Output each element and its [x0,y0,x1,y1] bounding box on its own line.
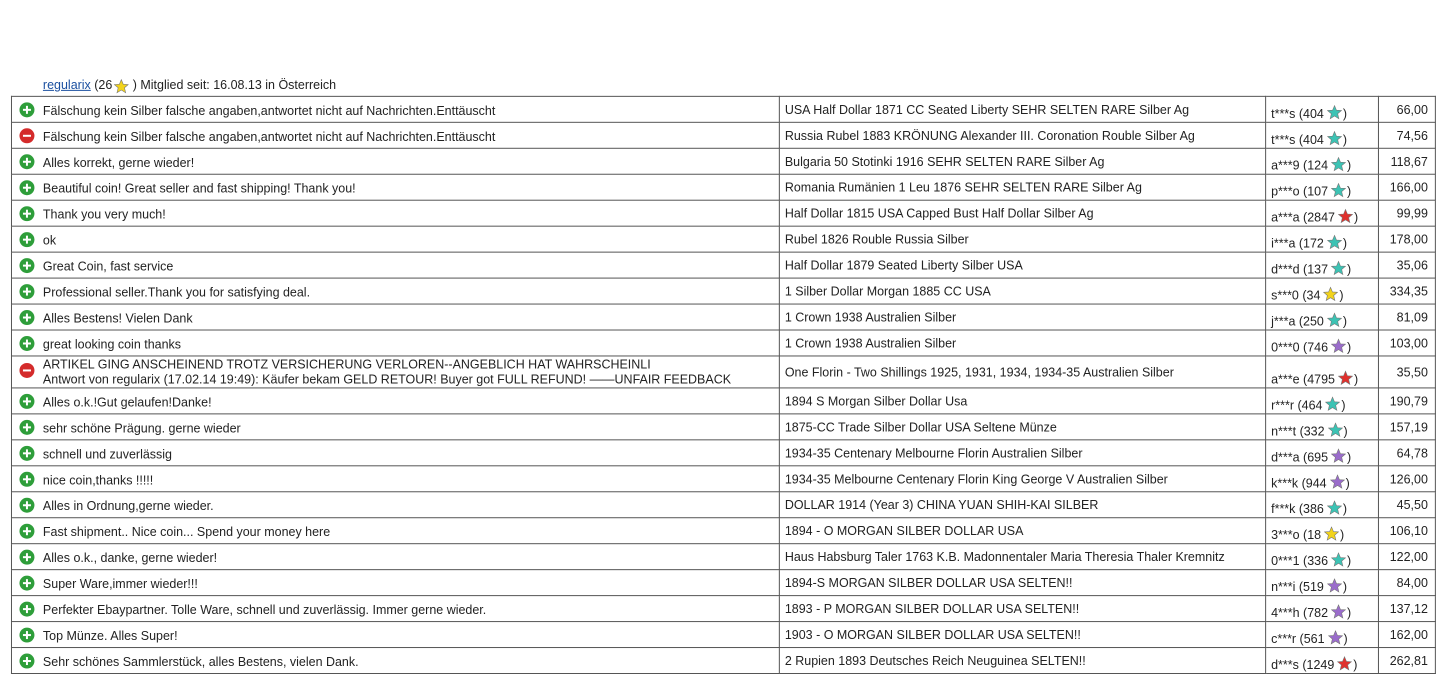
buyer-score: 695 [1307,450,1329,465]
item-title: 1934-35 Centenary Melbourne Florin Australien Silber [784,445,1083,460]
price-value: 157,19 [1389,419,1428,434]
buyer-cell: d***s (1249 ) [1266,648,1379,674]
positive-plus-icon [19,471,35,487]
comment-cell [11,278,779,304]
item-title: Haus Habsburg Taler 1763 K.B. Madonnentaler Maria Theresia Thaler Kremnitz [784,549,1225,564]
positive-plus-icon [19,153,35,169]
positive-plus-icon [19,335,35,351]
item-title: 1 Crown 1938 Australien Silber [784,336,957,350]
feedback-comment: ARTIKEL GING ANSCHEINEND TROTZ VERSICHERUNG VERLOREN--ANGEBLICH HAT WAHRSCHEINLI [42,356,651,371]
comment-cell [11,648,779,674]
buyer-name: a***a [1271,210,1300,225]
price-value: 74,56 [1396,128,1428,143]
price-cell [1378,148,1435,174]
table-row [11,278,1435,304]
buyer-name: 3***o [1271,528,1300,543]
positive-plus-icon [19,419,35,435]
item-cell [779,648,1265,674]
price-value: 66,00 [1396,102,1428,117]
item-cell [779,518,1265,544]
positive-plus-icon [19,445,35,461]
comment-cell [11,518,779,544]
negative-minus-icon [19,362,35,378]
table-row [11,122,1435,148]
feedback-comment: Alles korrekt, gerne wieder! [42,155,195,170]
table-row [11,414,1435,440]
price-value: 106,10 [1389,523,1428,538]
comment-cell [11,596,779,622]
buyer-score: 332 [1303,424,1325,439]
buyer-score: 124 [1307,158,1329,173]
positive-plus-icon [19,523,35,539]
item-cell [779,388,1265,414]
table-row [11,148,1435,174]
buyer-name: r***r [1271,398,1295,413]
feedback-comment: Thank you very much! [42,207,166,222]
item-cell [779,226,1265,252]
table-row [11,252,1435,278]
item-title: 1894 - O MORGAN SILBER DOLLAR USA [784,523,1024,538]
comment-cell [11,492,779,518]
buyer-name: n***i [1271,580,1296,595]
buyer-cell: j***a (250 ) [1266,304,1379,330]
price-cell [1378,544,1435,570]
buyer-name: i***a [1271,236,1296,251]
buyer-score: 250 [1303,314,1324,329]
price-value: 45,50 [1396,497,1428,512]
buyer-cell: a***a (2847 ) [1266,200,1379,226]
buyer-name: a***e [1271,372,1300,387]
comment-cell [11,252,779,278]
member-header: regularix (26 ) Mitglied seit: 16.08.13 in Österreich [42,77,337,92]
price-cell [1378,596,1435,622]
buyer-cell: 0***0 (746 ) [1266,330,1379,356]
buyer-score: 944 [1305,476,1327,491]
buyer-name: t***s [1271,132,1296,147]
star-icon [1327,105,1342,120]
item-title: Rubel 1826 Rouble Russia Silber [784,232,969,247]
item-cell [779,544,1265,570]
price-value: 137,12 [1389,601,1428,616]
price-value: 262,81 [1389,653,1428,668]
positive-plus-icon [19,205,35,221]
item-title: One Florin - Two Shillings 1925, 1931, 1934, 1934-35 Australien Silber [784,364,1174,379]
price-cell [1378,278,1435,304]
buyer-cell: p***o (107 ) [1266,174,1379,200]
buyer-name: d***d [1271,262,1300,277]
buyer-score: 386 [1303,502,1324,517]
item-cell [779,174,1265,200]
item-title: 1875-CC Trade Silber Dollar USA Seltene Münze [784,419,1057,434]
positive-plus-icon [19,601,35,617]
buyer-score: 1249 [1306,658,1335,673]
comment-cell [11,466,779,492]
buyer-score: 34 [1306,288,1321,303]
feedback-comment: Fälschung kein Silber falsche angaben,antwortet nicht auf Nachrichten.Enttäuscht [42,129,496,144]
item-cell [779,200,1265,226]
positive-plus-icon [19,393,35,409]
item-cell [779,596,1265,622]
comment-cell [11,304,779,330]
buyer-score: 137 [1307,262,1329,277]
price-cell [1378,414,1435,440]
buyer-cell: a***e (4795 ) [1266,356,1379,388]
buyer-name: n***t [1271,424,1297,439]
negative-minus-icon [19,127,35,143]
buyer-score: 336 [1307,554,1329,569]
buyer-name: j***a [1271,314,1296,329]
item-title: Bulgaria 50 Stotinki 1916 SEHR SELTEN RARE Silber Ag [784,154,1105,169]
comment-cell [11,440,779,466]
feedback-comment: sehr schöne Prägung. gerne wieder [42,420,241,435]
feedback-comment: ok [42,233,57,248]
comment-cell [11,330,779,356]
item-title: DOLLAR 1914 (Year 3) CHINA YUAN SHIH-KAI SILBER [784,497,1099,512]
feedback-comment: nice coin,thanks !!!!! [42,472,154,487]
buyer-cell: c***r (561 ) [1266,622,1379,648]
star-icon [1331,338,1346,353]
positive-plus-icon [19,575,35,591]
feedback-comment: Super Ware,immer wieder!!! [42,576,198,591]
item-cell [779,278,1265,304]
star-icon [1330,474,1345,489]
price-value: 118,67 [1390,154,1428,169]
comment-cell [11,570,779,596]
price-cell [1378,466,1435,492]
buyer-cell: k***k (944 ) [1266,466,1379,492]
item-title: 1894 S Morgan Silber Dollar Usa [784,393,968,408]
positive-plus-icon [19,283,35,299]
item-title: 1903 - O MORGAN SILBER DOLLAR USA SELTEN!! [784,627,1081,642]
price-value: 103,00 [1389,336,1428,350]
price-value: 178,00 [1389,232,1428,247]
item-cell [779,440,1265,466]
feedback-table [11,96,1436,674]
item-cell [779,148,1265,174]
positive-plus-icon [19,627,35,643]
buyer-name: k***k [1271,476,1299,491]
comment-cell [11,200,779,226]
price-value: 166,00 [1389,180,1428,195]
table-row [11,226,1435,252]
table-row [11,174,1435,200]
positive-plus-icon [19,497,35,513]
item-cell [779,492,1265,518]
item-cell [779,122,1265,148]
table-row [11,544,1435,570]
buyer-cell: r***r (464 ) [1266,388,1379,414]
header-text: (26 [90,77,113,92]
comment-cell [11,356,779,388]
buyer-score: 746 [1307,340,1329,355]
seller-reply: Antwort von regularix (17.02.14 19:49): Käufer bekam GELD RETOUR! Buyer got FULL REFUND! ——UNFAIR FEEDBACK [42,371,732,386]
star-icon [1338,209,1353,224]
star-icon [1327,500,1342,515]
item-cell [779,622,1265,648]
price-cell [1378,330,1435,356]
buyer-score: 404 [1303,106,1324,121]
member-since: Mitglied seit: 16.08.13 in Österreich [140,77,337,92]
table-row [11,96,1435,122]
table-row [11,596,1435,622]
buyer-score: 2847 [1307,210,1335,225]
star-icon [1337,656,1352,671]
star-icon [1331,157,1346,172]
feedback-comment: Great Coin, fast service [42,259,174,274]
buyer-cell: 4***h (782 ) [1266,596,1379,622]
buyer-cell: i***a (172 ) [1266,226,1379,252]
buyer-score: 464 [1301,398,1323,413]
table-row [11,622,1435,648]
price-cell [1378,304,1435,330]
item-title: 1893 - P MORGAN SILBER DOLLAR USA SELTEN!! [784,601,1080,616]
comment-cell [11,622,779,648]
buyer-cell: a***9 (124 ) [1266,148,1379,174]
star-icon [1324,526,1339,541]
table-row [11,304,1435,330]
star-icon [1327,235,1342,250]
price-cell [1378,122,1435,148]
comment-cell [11,414,779,440]
username-link[interactable]: regularix [42,77,91,92]
buyer-cell: d***d (137 ) [1266,252,1379,278]
price-cell [1378,570,1435,596]
buyer-score: 4795 [1307,372,1335,387]
positive-plus-icon [19,257,35,273]
price-cell [1378,518,1435,544]
price-value: 126,00 [1389,471,1428,486]
buyer-name: d***s [1271,658,1299,673]
table-row [11,570,1435,596]
price-value: 81,09 [1396,310,1428,325]
price-cell [1378,388,1435,414]
buyer-name: 0***0 [1271,340,1300,355]
table-row [11,388,1435,414]
item-title: 1 Silber Dollar Morgan 1885 CC USA [784,284,991,299]
feedback-comment: Perfekter Ebaypartner. Tolle Ware, schnell und zuverlässig. Immer gerne wieder. [42,602,487,617]
table-row [11,330,1435,356]
buyer-name: t***s [1271,106,1296,121]
feedback-comment: Alles o.k.!Gut gelaufen!Danke! [42,394,212,409]
buyer-cell: d***a (695 ) [1266,440,1379,466]
feedback-comment: Alles in Ordnung,gerne wieder. [42,498,214,513]
item-title: 1 Crown 1938 Australien Silber [784,310,957,325]
star-icon [1327,313,1342,328]
item-cell [779,330,1265,356]
star-icon [1331,448,1346,463]
price-value: 122,00 [1389,549,1428,564]
buyer-cell: 0***1 (336 ) [1266,544,1379,570]
buyer-cell: 3***o (18 ) [1266,518,1379,544]
positive-plus-icon [19,101,35,117]
buyer-cell: f***k (386 ) [1266,492,1379,518]
item-title: 2 Rupien 1893 Deutsches Reich Neuguinea SELTEN!! [784,653,1086,668]
item-title: 1894-S MORGAN SILBER DOLLAR USA SELTEN!! [784,575,1073,590]
price-value: 35,06 [1396,258,1428,273]
price-cell [1378,492,1435,518]
item-cell [779,466,1265,492]
buyer-cell: t***s (404 ) [1266,122,1379,148]
star-icon [1327,578,1342,593]
table-row [11,440,1435,466]
buyer-score: 404 [1303,132,1324,147]
feedback-comment: Alles Bestens! Vielen Dank [42,311,193,326]
price-value: 99,99 [1396,206,1428,221]
price-value: 162,00 [1389,627,1428,642]
positive-plus-icon [19,549,35,565]
comment-cell [11,544,779,570]
positive-plus-icon [19,309,35,325]
feedback-comment: Alles o.k., danke, gerne wieder! [42,550,218,565]
price-value: 64,78 [1396,445,1428,460]
item-title: USA Half Dollar 1871 CC Seated Liberty SEHR SELTEN RARE Silber Ag [784,102,1190,117]
feedback-comment: Fast shipment.. Nice coin... Spend your money here [42,524,331,539]
item-cell [779,252,1265,278]
buyer-name: f***k [1271,502,1296,517]
star-icon [114,79,129,94]
item-cell [779,356,1265,388]
table-row [11,492,1435,518]
item-title: 1934-35 Melbourne Centenary Florin King George V Australien Silber [784,471,1168,486]
feedback-table-body [11,96,1435,673]
star-icon [1328,422,1343,437]
item-cell [779,96,1265,122]
star-icon [1325,396,1340,411]
price-cell [1378,200,1435,226]
comment-cell [11,96,779,122]
feedback-comment: Beautiful coin! Great seller and fast shipping! Thank you! [42,181,356,196]
feedback-comment: Top Münze. Alles Super! [42,628,178,643]
buyer-name: c***r [1271,632,1297,647]
item-title: Half Dollar 1815 USA Capped Bust Half Dollar Silber Ag [784,206,1094,221]
item-title: Romania Rumänien 1 Leu 1876 SEHR SELTEN RARE Silber Ag [784,180,1142,195]
positive-plus-icon [19,653,35,669]
buyer-name: d***a [1271,450,1300,465]
feedback-comment: Professional seller.Thank you for satisfying deal. [42,285,311,300]
buyer-cell: s***0 (34 ) [1266,278,1379,304]
positive-plus-icon [19,179,35,195]
price-cell [1378,622,1435,648]
star-icon [1338,370,1353,385]
item-cell [779,414,1265,440]
star-icon [1323,287,1338,302]
buyer-cell: n***t (332 ) [1266,414,1379,440]
member-score: 26 [98,77,113,92]
feedback-comment: schnell und zuverlässig [42,446,172,461]
buyer-score: 561 [1303,632,1325,647]
price-cell [1378,252,1435,278]
star-icon [1331,604,1346,619]
buyer-name: a***9 [1271,158,1300,173]
table-row [11,356,1435,388]
buyer-name: s***0 [1271,288,1299,303]
price-value: 334,35 [1389,284,1428,299]
star-icon [1331,552,1346,567]
buyer-name: 0***1 [1271,554,1300,569]
buyer-score: 172 [1303,236,1324,251]
buyer-score: 782 [1307,606,1329,621]
comment-cell [11,388,779,414]
price-cell [1378,648,1435,674]
buyer-name: 4***h [1271,606,1300,621]
price-value: 84,00 [1396,575,1428,590]
buyer-name: p***o [1271,184,1300,199]
buyer-score: 107 [1307,184,1329,199]
comment-cell [11,174,779,200]
star-icon [1327,131,1342,146]
buyer-cell: n***i (519 ) [1266,570,1379,596]
star-icon [1331,261,1346,276]
comment-cell [11,148,779,174]
positive-plus-icon [19,231,35,247]
feedback-comment: Fälschung kein Silber falsche angaben,antwortet nicht auf Nachrichten.Enttäuscht [42,103,496,118]
price-value: 190,79 [1389,393,1428,408]
buyer-score: 18 [1307,528,1322,543]
price-value: 35,50 [1396,364,1428,379]
feedback-comment: great looking coin thanks [42,337,182,351]
price-cell [1378,226,1435,252]
price-cell [1378,440,1435,466]
star-icon [1328,630,1343,645]
feedback-comment: Sehr schönes Sammlerstück, alles Bestens, vielen Dank. [42,654,359,669]
item-cell [779,570,1265,596]
price-cell [1378,96,1435,122]
item-cell [779,304,1265,330]
table-row [11,200,1435,226]
price-cell [1378,174,1435,200]
item-title: Russia Rubel 1883 KRÖNUNG Alexander III. Coronation Rouble Silber Ag [784,128,1195,143]
item-title: Half Dollar 1879 Seated Liberty Silber USA [784,258,1023,273]
buyer-cell: t***s (404 ) [1266,96,1379,122]
buyer-score: 519 [1303,580,1324,595]
comment-cell [11,226,779,252]
comment-cell [11,122,779,148]
table-row [11,648,1435,674]
price-cell [1378,356,1435,388]
table-row [11,466,1435,492]
table-row [11,518,1435,544]
star-icon [1331,183,1346,198]
